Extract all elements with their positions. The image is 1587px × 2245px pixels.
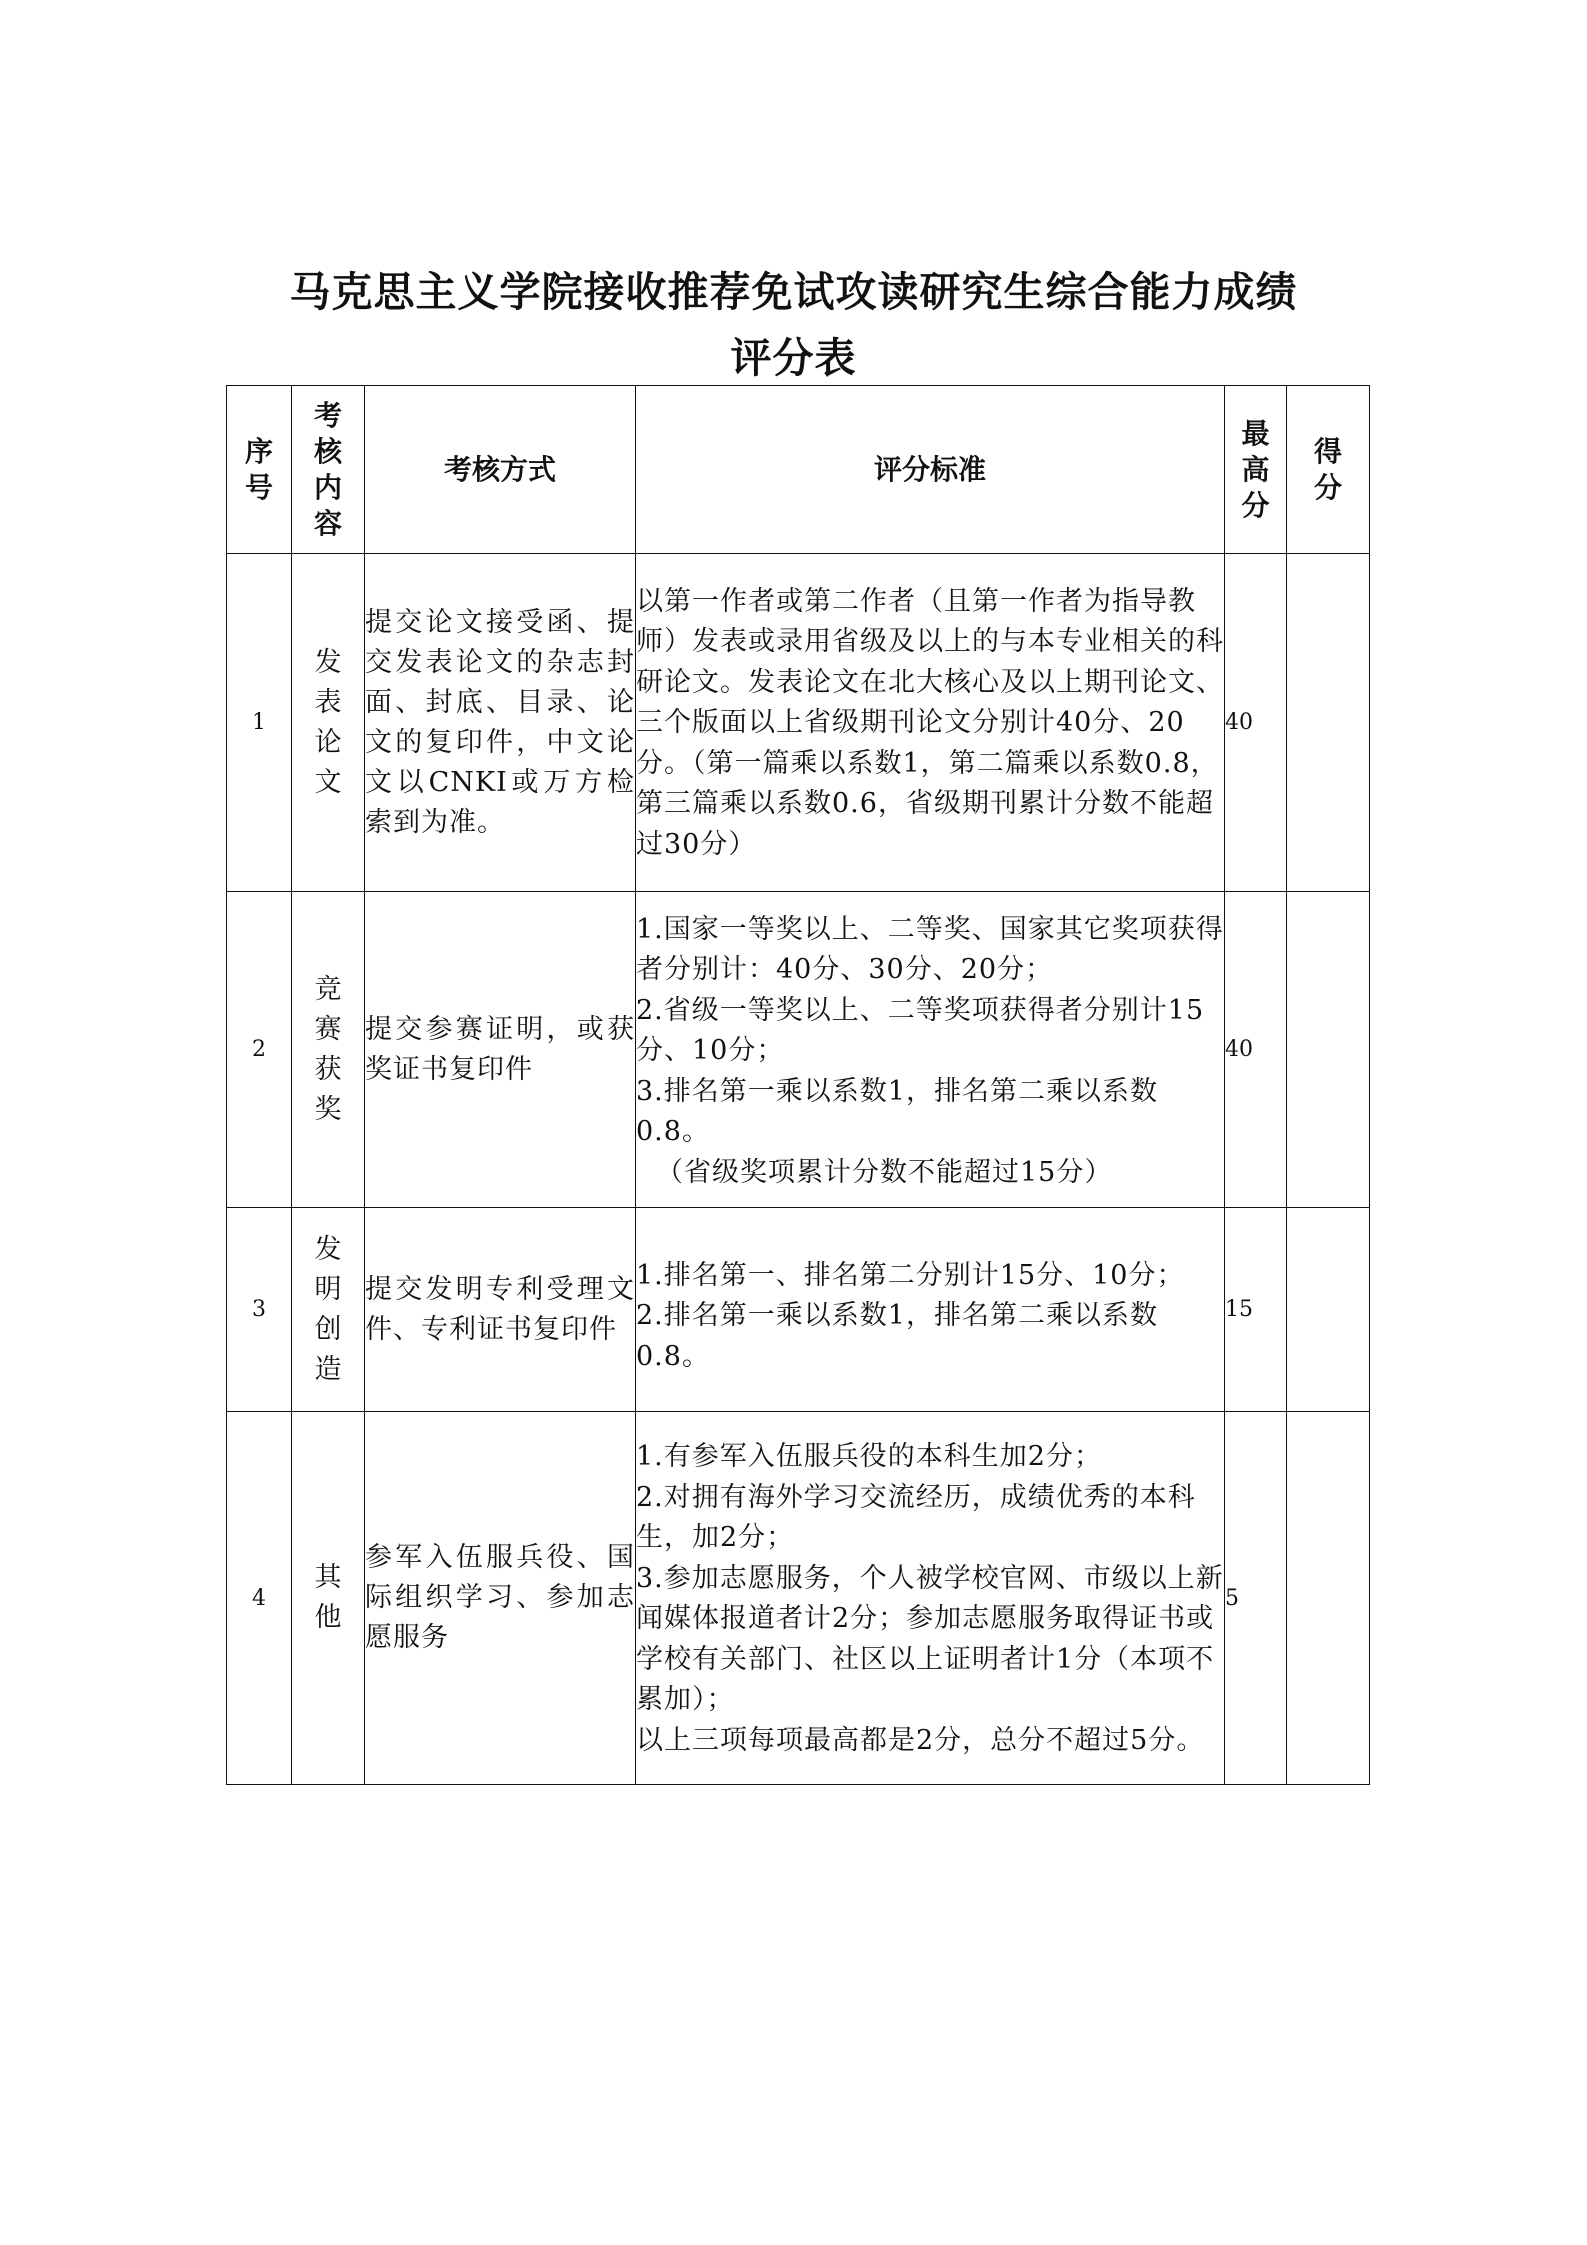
header-criteria: 评分标准 — [636, 386, 1225, 554]
row-method: 提交参赛证明，或获奖证书复印件 — [365, 892, 636, 1208]
page-title: 马克思主义学院接收推荐免试攻读研究生综合能力成绩 — [289, 268, 1298, 316]
row-seq: 1 — [227, 554, 292, 892]
row-content: 发明创造 — [292, 1208, 365, 1412]
row-criteria: 以第一作者或第二作者（且第一作者为指导教师）发表或录用省级及以上的与本专业相关的科研论文。发表论文在北大核心及以上期刊论文、三个版面以上省级期刊论文分别计40分、20分。（第一篇乘以系数1，第二篇乘以系数0.8，第三篇乘以系数0.6，省级期刊累计分数不能超过30分） — [636, 554, 1225, 892]
header-row — [227, 386, 1370, 554]
table-row — [227, 892, 1370, 1208]
row-seq: 4 — [227, 1412, 292, 1785]
row-seq: 3 — [227, 1208, 292, 1412]
row-score — [1287, 554, 1370, 892]
row-method: 参军入伍服兵役、国际组织学习、参加志愿服务 — [365, 1412, 636, 1785]
header-method: 考核方式 — [365, 386, 636, 554]
row-max: 5 — [1225, 1412, 1287, 1785]
row-score — [1287, 1208, 1370, 1412]
row-score — [1287, 892, 1370, 1208]
row-score — [1287, 1412, 1370, 1785]
row-criteria: 1.国家一等奖以上、二等奖、国家其它奖项获得者分别计：40分、30分、20分； 2.省级一等奖以上、二等奖项获得者分别计15分、10分； 3.排名第一乘以系数1，排名第二乘以系数0.8。 （省级奖项累计分数不能超过15分） — [636, 892, 1225, 1208]
header-seq: 序号 — [227, 386, 292, 554]
row-method: 提交论文接受函、提交发表论文的杂志封面、封底、目录、论文的复印件，中文论文以CNKI或万方检索到为准。 — [365, 554, 636, 892]
row-content: 竞赛获奖 — [292, 892, 365, 1208]
header-content: 考核内容 — [292, 386, 365, 554]
row-max: 15 — [1225, 1208, 1287, 1412]
header-max: 最高分 — [1225, 386, 1287, 554]
row-max: 40 — [1225, 892, 1287, 1208]
row-seq: 2 — [227, 892, 292, 1208]
table-row — [227, 554, 1370, 892]
page-subtitle: 评分表 — [730, 334, 857, 382]
header-score: 得分 — [1287, 386, 1370, 554]
row-criteria: 1.排名第一、排名第二分别计15分、10分； 2.排名第一乘以系数1，排名第二乘以系数0.8。 — [636, 1208, 1225, 1412]
row-content: 发表论文 — [292, 554, 365, 892]
row-content: 其他 — [292, 1412, 365, 1785]
score-table — [226, 385, 1370, 1785]
row-criteria: 1.有参军入伍服兵役的本科生加2分； 2.对拥有海外学习交流经历，成绩优秀的本科生，加2分； 3.参加志愿服务，个人被学校官网、市级以上新闻媒体报道者计2分；参加志愿服务取得证书或学校有关部门、社区以上证明者计1分（本项不累加）； 以上三项每项最高都是2分，总分不超过5分。 — [636, 1412, 1225, 1785]
table-row — [227, 1412, 1370, 1785]
row-max: 40 — [1225, 554, 1287, 892]
table-row — [227, 1208, 1370, 1412]
row-method: 提交发明专利受理文件、专利证书复印件 — [365, 1208, 636, 1412]
